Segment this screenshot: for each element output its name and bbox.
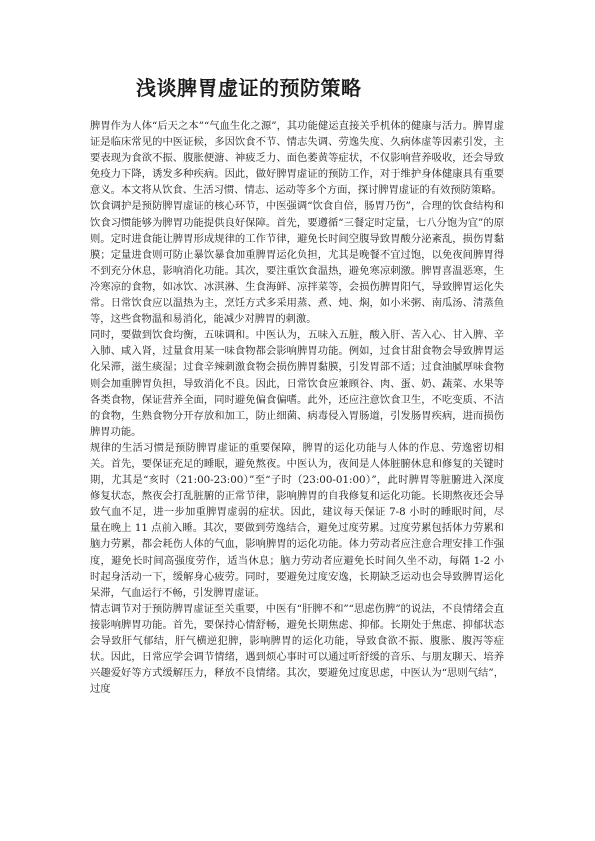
document-body [90, 118, 504, 697]
paragraph-intro: 脾胃作为人体“后天之本”“气血生化之源”，其功能健运直接关乎机体的健康与活力。脾胃虚证是临床常见的中医证候，多因饮食不节、情志失调、劳逸失度、久病体虚等因素引发，主要表现为食欲不振、腹胀便溏、神疲乏力、面色萎黄等症状，不仅影响营养吸收，还会导致免疫力下降，诱发多种疾病。因此，做好脾胃虚证的预防工作，对于维护身体健康具有重要意义。本文将从饮食、生活习惯、情志、运动等多个方面，探讨脾胃虚证的有效预防策略。 [90, 120, 504, 197]
paragraph-diet: 饮食调护是预防脾胃虚证的核心环节，中医强调“饮食自倍，肠胃乃伤”，合理的饮食结构和饮食习惯能够为脾胃功能提供良好保障。首先，要遵循“三餐定时定量，七八分饱为宜”的原则。定时进食能让脾胃形成规律的工作节律，避免长时间空腹导致胃酸分泌紊乱，损伤胃黏膜；定量进食则可防止暴饮暴食加重脾胃运化负担，尤其是晚餐不宜过饱，以免夜间脾胃得不到充分休息，影响消化功能。其次，要注重饮食温热，避免寒凉刺激。脾胃喜温恶寒，生冷寒凉的食物，如冰饮、冰淇淋、生食海鲜、凉拌菜等，会损伤脾胃阳气，导致脾胃运化失常。日常饮食应以温热为主，烹饪方式多采用蒸、煮、炖、焖，如小米粥、南瓜汤、清蒸鱼等，这些食物温和易消化，能减少对脾胃的刺激。 [90, 200, 504, 326]
document-title: 浅谈脾胃虚证的预防策略 [136, 76, 362, 100]
paragraph-lifestyle: 规律的生活习惯是预防脾胃虚证的重要保障，脾胃的运化功能与人体的作息、劳逸密切相关。首先，要保证充足的睡眠，避免熬夜。中医认为，夜间是人体脏腑休息和修复的关键时期，尤其是“亥时（21:00-23:00）”至“子时（23:00-01:00）”，此时脾胃等脏腑进入深度修复状态，熬夜会打乱脏腑的正常节律，影响脾胃的自我修复和运化功能。长期熬夜还会导致气血不足，进一步加重脾胃虚弱的症状。因此，建议每天保证 7-8 小时的睡眠时间，尽量在晚上 11 点前入睡。其次，要做到劳逸结合，避免过度劳累。过度劳累包括体力劳累和脑力劳累，都会耗伤人体的气血，影响脾胃的运化功能。体力劳动者应注意合理安排工作强度，避免长时间高强度劳作，适当休息；脑力劳动者应避免长时间久坐不动，每隔 1-2 小时起身活动一下，缓解身心疲劳。同时，要避免过度安逸，长期缺乏运动也会导致脾胃运化呆滞，气血运行不畅，引发脾胃虚证。 [90, 441, 504, 599]
paragraph-emotion: 情志调节对于预防脾胃虚证至关重要，中医有“肝脾不和”“思虑伤脾”的说法，不良情绪会直接影响脾胃功能。首先，要保持心情舒畅，避免长期焦虑、抑郁。长期处于焦虑、抑郁状态会导致肝气郁结，肝气横逆犯脾，影响脾胃的运化功能，导致食欲不振、腹胀、腹泻等症状。因此，日常应学会调节情绪，遇到烦心事时可以通过听舒缓的音乐、与朋友聊天、培养兴趣爱好等方式缓解压力，释放不良情绪。其次，要避免过度思虑，中医认为“思则气结”，过度 [90, 602, 504, 696]
paragraph-balance: 同时，要做到饮食均衡，五味调和。中医认为，五味入五脏，酸入肝、苦入心、甘入脾、辛入肺、咸入肾，过量食用某一味食物都会影响脾胃功能。例如，过食甘甜食物会导致脾胃运化呆滞，滋生痰湿；过食辛辣刺激食物会损伤脾胃黏膜，引发胃部不适；过食油腻厚味食物则会加重脾胃负担，导致消化不良。因此，日常饮食应兼顾谷、肉、蛋、奶、蔬菜、水果等各类食物，保证营养全面，同时避免偏食偏嗜。此外，还应注意饮食卫生，不吃变质、不洁的食物，生熟食物分开存放和加工，防止细菌、病毒侵入胃肠道，引发肠胃疾病，进而损伤脾胃功能。 [90, 329, 504, 438]
